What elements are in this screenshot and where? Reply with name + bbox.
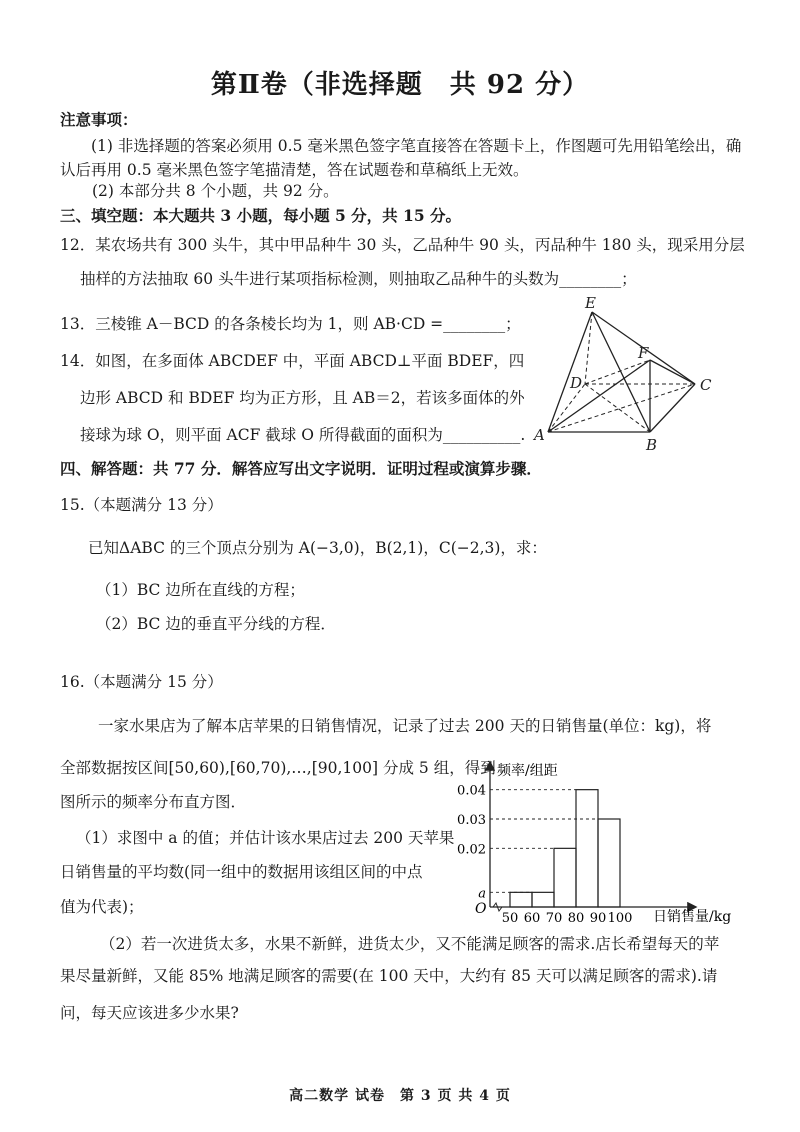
x-axis-label: 日销售量/kg bbox=[653, 909, 732, 925]
y-tick-label: 0.02 bbox=[457, 842, 486, 858]
page-title: 第Ⅱ卷（非选择题 共 92 分） bbox=[210, 70, 590, 100]
label-e: E bbox=[585, 294, 596, 312]
q14-line2: 边形 ABCD 和 BDEF 均为正方形，且 AB＝2，若该多面体的外 bbox=[80, 389, 525, 407]
notice-heading: 注意事项： bbox=[60, 110, 138, 129]
polyhedron-figure bbox=[530, 292, 730, 457]
x-tick-label: 80 bbox=[567, 911, 585, 925]
histogram-bar bbox=[532, 892, 554, 907]
label-f: F bbox=[638, 344, 649, 362]
y-tick-label: a bbox=[478, 886, 486, 902]
q15-part1: （1）BC 边所在直线的方程； bbox=[96, 581, 305, 599]
q12-line1: 12．某农场共有 300 头牛，其中甲品种牛 30 头，乙品种牛 90 头，丙品种牛 180 头，现采用分层 bbox=[60, 236, 745, 254]
q15-part2: （2）BC 边的垂直平分线的方程． bbox=[96, 615, 336, 633]
q16-part1-line2: 日销售量的平均数(同一组中的数据用该组区间的中点 bbox=[60, 863, 423, 881]
section3-heading: 三、填空题：本大题共 3 小题，每小题 5 分，共 15 分。 bbox=[60, 206, 462, 225]
x-tick-label: 50 bbox=[501, 911, 519, 925]
q15-header: 15.（本题满分 13 分） bbox=[60, 496, 223, 514]
edge-eb bbox=[592, 312, 650, 432]
edge-bc bbox=[650, 384, 695, 432]
histogram-bar bbox=[576, 790, 598, 907]
q16-part1-line3: 值为代表)； bbox=[60, 898, 144, 916]
notice-item-1: (1) 非选择题的答案必须用 0.5 毫米黑色签字笔直接答在答题卡上，作图题可先用铅笔绘出，确认后再用 0.5 毫米黑色签字笔描清楚，答在试题卷和草稿纸上无效。 bbox=[60, 137, 742, 179]
x-tick-label: 60 bbox=[523, 911, 541, 925]
q16-line3: 图所示的频率分布直方图． bbox=[60, 793, 247, 811]
q12-line2: 抽样的方法抽取 60 头牛进行某项指标检测，则抽取乙品种牛的头数为________； bbox=[80, 270, 637, 288]
label-c: C bbox=[700, 376, 712, 394]
label-b: B bbox=[646, 436, 658, 454]
section4-heading: 四、解答题：共 77 分．解答应写出文字说明．证明过程或演算步骤． bbox=[60, 459, 542, 478]
q16-line1: 一家水果店为了解本店苹果的日销售情况，记录了过去 200 天的日销售量(单位：kg)，将 bbox=[98, 717, 712, 735]
edge-ea bbox=[548, 312, 592, 432]
notice-item-2: (2) 本部分共 8 个小题，共 92 分。 bbox=[92, 182, 339, 200]
x-tick-label: 100 bbox=[607, 911, 633, 925]
y-tick-label: 0.04 bbox=[457, 783, 486, 799]
q14-line3: 接球为球 O，则平面 ACF 截球 O 所得截面的面积为__________. bbox=[80, 426, 526, 444]
edge-af bbox=[548, 360, 650, 432]
y-axis-label: 频率/组距 bbox=[497, 763, 558, 779]
page-footer: 高二数学 试卷 第 3 页 共 4 页 bbox=[289, 1088, 511, 1104]
q16-part2-line2: 果尽量新鲜，又能 85% 地满足顾客的需要(在 100 天中，大约有 85 天可以满足顾客的需求).请 bbox=[60, 967, 718, 985]
q16-line2: 全部数据按区间[50,60),[60,70),…,[90,100] 分成 5 组，得到 bbox=[60, 759, 496, 777]
q15-stem: 已知ΔABC 的三个顶点分别为 A(−3,0)，B(2,1)，C(−2,3)，求： bbox=[88, 539, 547, 557]
q16-part2-line1: （2）若一次进货太多，水果不新鲜，进货太少，又不能满足顾客的需求.店长希望每天的苹 bbox=[100, 935, 720, 953]
edge-db bbox=[585, 384, 650, 432]
edge-fc bbox=[650, 360, 695, 384]
x-tick-label: 70 bbox=[545, 911, 563, 925]
q16-part2-line3: 问，每天应该进多少水果? bbox=[60, 1004, 239, 1022]
histogram-bar bbox=[510, 892, 532, 907]
x-tick-label: 90 bbox=[589, 911, 607, 925]
origin-label: O bbox=[475, 901, 487, 917]
y-tick-label: 0.03 bbox=[457, 813, 486, 828]
histogram-bar bbox=[554, 848, 576, 907]
q14-line1: 14．如图，在多面体 ABCDEF 中，平面 ABCD⊥平面 BDEF，四 bbox=[60, 352, 525, 370]
label-d: D bbox=[570, 374, 583, 392]
frequency-histogram bbox=[455, 755, 745, 925]
q16-header: 16.（本题满分 15 分） bbox=[60, 673, 223, 691]
histogram-bar bbox=[598, 819, 620, 907]
q16-part1-line1: （1）求图中 a 的值；并估计该水果店过去 200 天苹果 bbox=[76, 829, 455, 847]
label-a: A bbox=[534, 426, 545, 444]
q13: 13．三棱锥 A－BCD 的各条棱长均为 1，则 AB·CD =________； bbox=[60, 315, 521, 333]
